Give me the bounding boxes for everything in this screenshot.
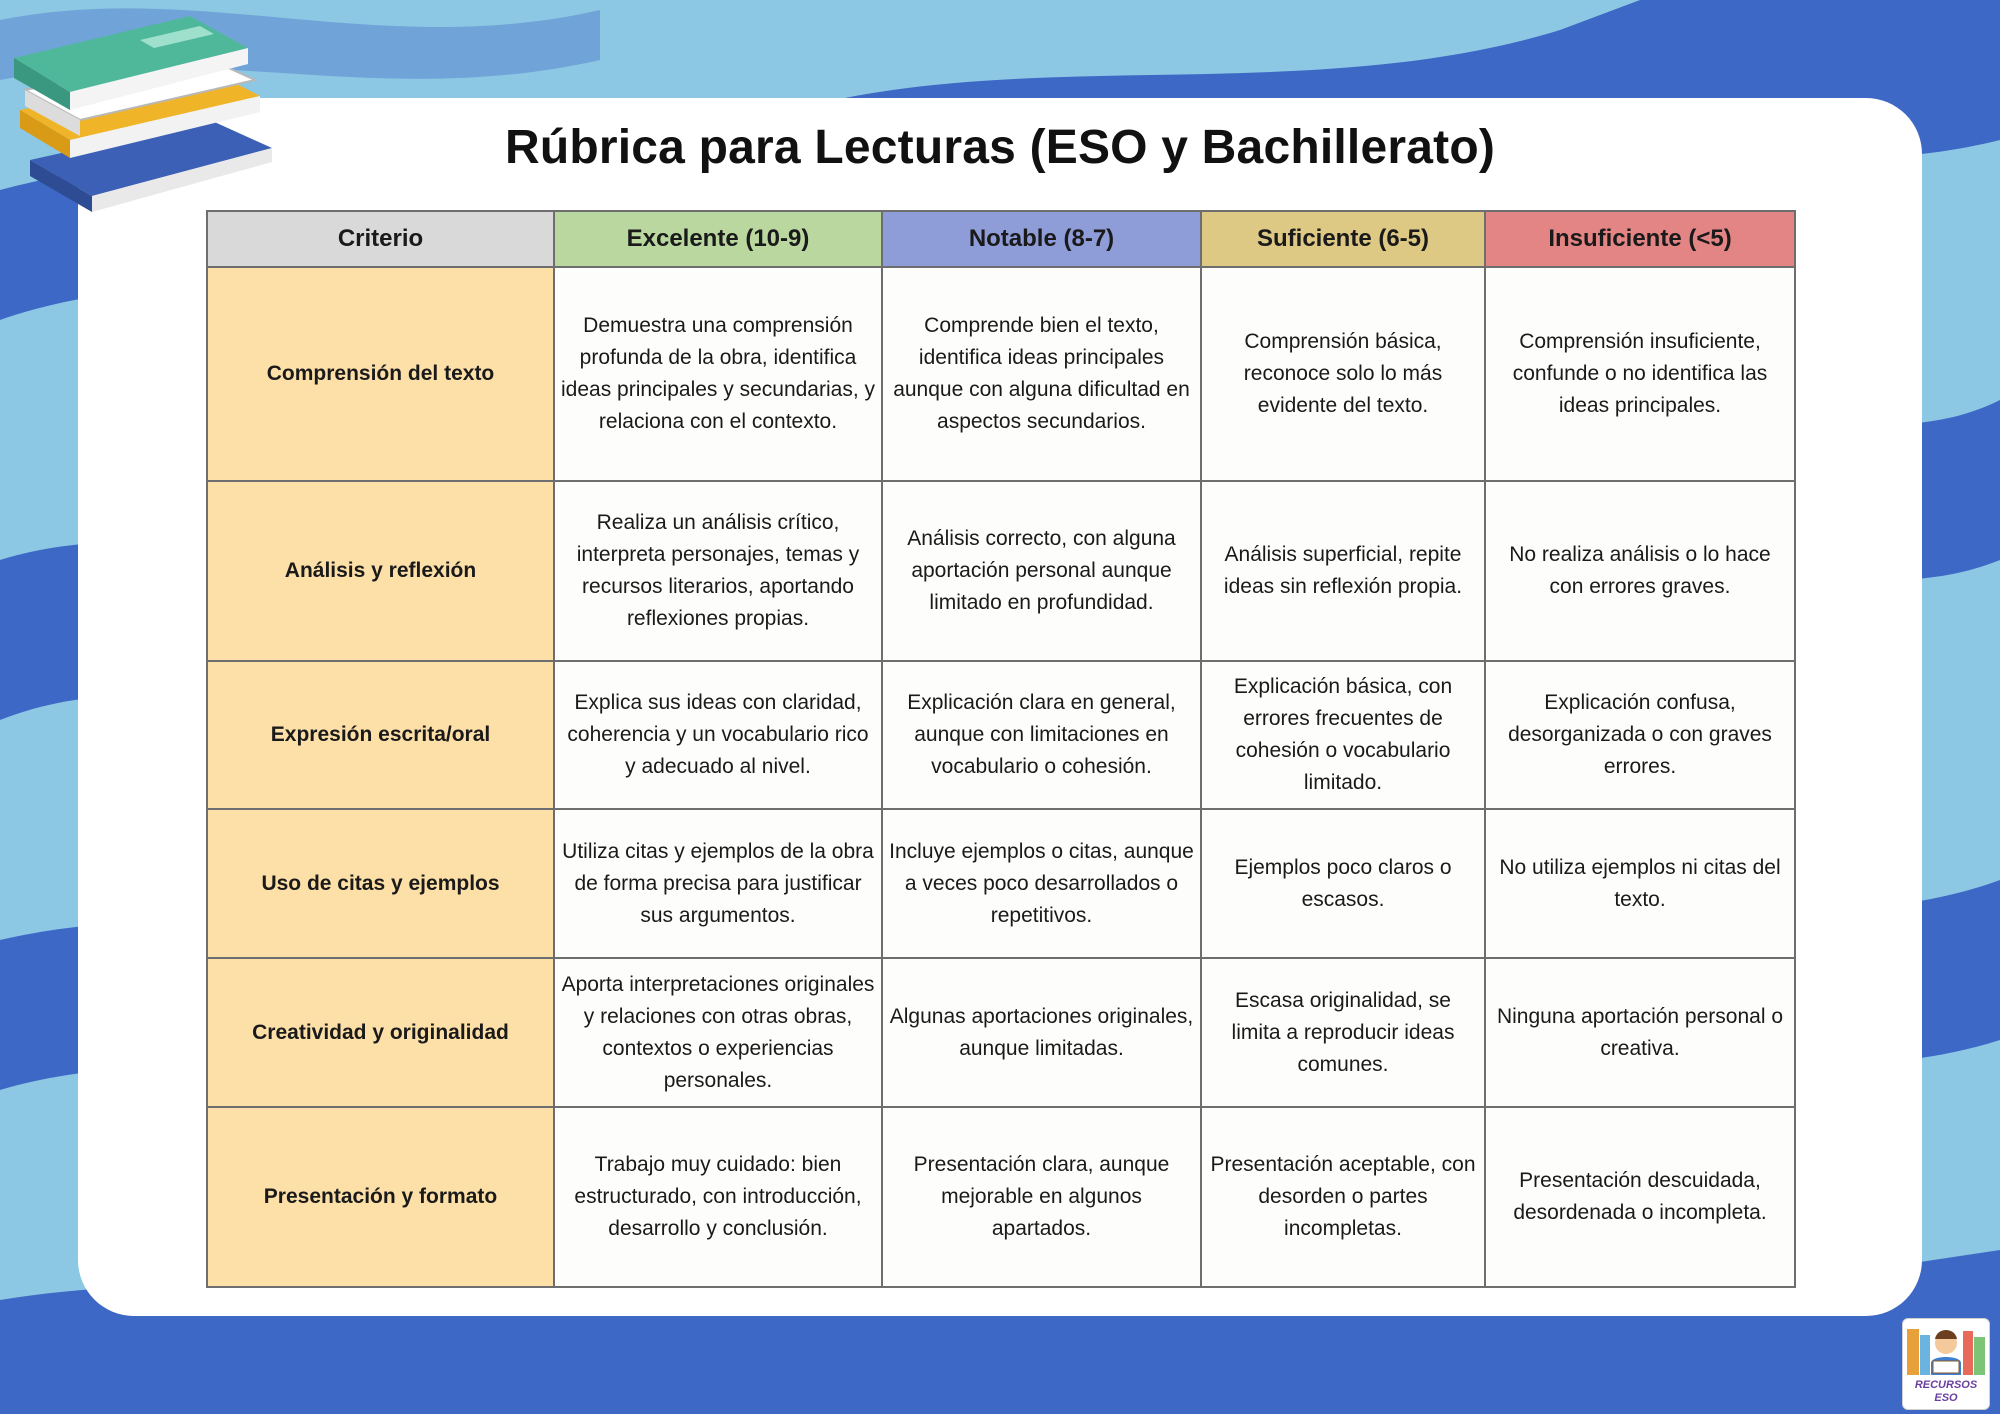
- header-excelente: Excelente (10-9): [554, 211, 882, 267]
- level-cell-excelente: Demuestra una comprensión profunda de la obra, identifica ideas principales y secundarias, y relaciona con el contexto.: [554, 267, 882, 481]
- level-cell-excelente: Explica sus ideas con claridad, coherencia y un vocabulario rico y adecuado al nivel.: [554, 661, 882, 809]
- level-cell-excelente: Aporta interpretaciones originales y relaciones con otras obras, contextos o experiencias personales.: [554, 958, 882, 1107]
- level-cell-suficiente: Ejemplos poco claros o escasos.: [1201, 809, 1485, 958]
- logo-text-line2: ESO: [1934, 1392, 1958, 1404]
- table-row: [207, 481, 1795, 661]
- books-reader-icon: [1903, 1319, 1989, 1381]
- rubric-table: [206, 210, 1796, 1288]
- level-cell-excelente: Realiza un análisis crítico, interpreta personajes, temas y recursos literarios, aportando reflexiones propias.: [554, 481, 882, 661]
- criterion-cell: Presentación y formato: [207, 1107, 554, 1287]
- page-title: Rúbrica para Lecturas (ESO y Bachillerato): [504, 121, 1496, 174]
- level-cell-insuficiente: Presentación descuidada, desordenada o incompleta.: [1485, 1107, 1795, 1287]
- level-cell-notable: Comprende bien el texto, identifica ideas principales aunque con alguna dificultad en aspectos secundarios.: [882, 267, 1201, 481]
- level-cell-insuficiente: Ninguna aportación personal o creativa.: [1485, 958, 1795, 1107]
- level-cell-excelente: Trabajo muy cuidado: bien estructurado, con introducción, desarrollo y conclusión.: [554, 1107, 882, 1287]
- level-cell-notable: Algunas aportaciones originales, aunque limitadas.: [882, 958, 1201, 1107]
- table-row: [207, 267, 1795, 481]
- criterion-cell: Expresión escrita/oral: [207, 661, 554, 809]
- level-cell-notable: Análisis correcto, con alguna aportación personal aunque limitado en profundidad.: [882, 481, 1201, 661]
- table-header-row: [207, 211, 1795, 267]
- level-cell-suficiente: Escasa originalidad, se limita a reproducir ideas comunes.: [1201, 958, 1485, 1107]
- level-cell-insuficiente: Comprensión insuficiente, confunde o no identifica las ideas principales.: [1485, 267, 1795, 481]
- criterion-cell: Análisis y reflexión: [207, 481, 554, 661]
- table-row: [207, 958, 1795, 1107]
- level-cell-suficiente: Comprensión básica, reconoce solo lo más evidente del texto.: [1201, 267, 1485, 481]
- header-insuficiente: Insuficiente (<5): [1485, 211, 1795, 267]
- recursos-eso-logo: [1902, 1318, 1990, 1410]
- level-cell-notable: Presentación clara, aunque mejorable en algunos apartados.: [882, 1107, 1201, 1287]
- level-cell-suficiente: Presentación aceptable, con desorden o partes incompletas.: [1201, 1107, 1485, 1287]
- level-cell-insuficiente: Explicación confusa, desorganizada o con graves errores.: [1485, 661, 1795, 809]
- level-cell-insuficiente: No realiza análisis o lo hace con errores graves.: [1485, 481, 1795, 661]
- logo-text-line1: RECURSOS: [1914, 1379, 1978, 1391]
- header-notable: Notable (8-7): [882, 211, 1201, 267]
- logo-text: [1903, 1379, 1989, 1405]
- table-row: [207, 1107, 1795, 1287]
- table-row: [207, 661, 1795, 809]
- header-suficiente: Suficiente (6-5): [1201, 211, 1485, 267]
- level-cell-suficiente: Análisis superficial, repite ideas sin reflexión propia.: [1201, 481, 1485, 661]
- table-row: [207, 809, 1795, 958]
- header-criterio: Criterio: [207, 211, 554, 267]
- level-cell-insuficiente: No utiliza ejemplos ni citas del texto.: [1485, 809, 1795, 958]
- book-stack-icon: [0, 0, 290, 220]
- level-cell-notable: Explicación clara en general, aunque con limitaciones en vocabulario o cohesión.: [882, 661, 1201, 809]
- criterion-cell: Comprensión del texto: [207, 267, 554, 481]
- level-cell-excelente: Utiliza citas y ejemplos de la obra de forma precisa para justificar sus argumentos.: [554, 809, 882, 958]
- criterion-cell: Uso de citas y ejemplos: [207, 809, 554, 958]
- criterion-cell: Creatividad y originalidad: [207, 958, 554, 1107]
- level-cell-suficiente: Explicación básica, con errores frecuentes de cohesión o vocabulario limitado.: [1201, 661, 1485, 809]
- level-cell-notable: Incluye ejemplos o citas, aunque a veces poco desarrollados o repetitivos.: [882, 809, 1201, 958]
